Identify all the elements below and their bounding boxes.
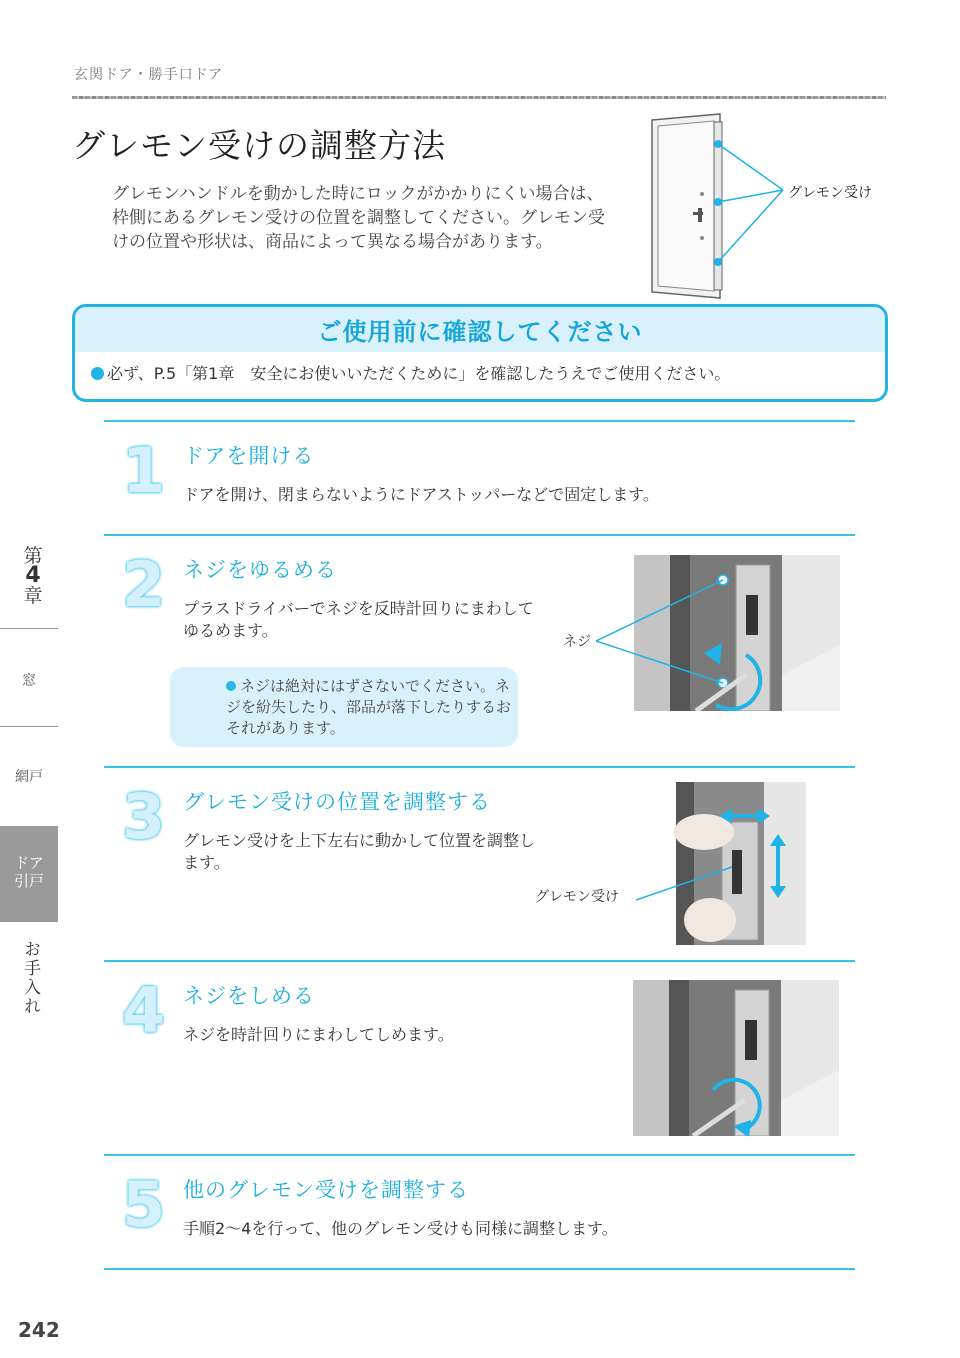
header-divider <box>72 96 886 99</box>
sidebar-item-maintenance[interactable]: お手入れ <box>20 940 40 1016</box>
chapter-suffix: 章 <box>23 585 43 607</box>
page-title: グレモン受けの調整方法 <box>72 126 446 165</box>
caution-text: 必ず、P.5「第1章 安全にお使いいただくために」を確認したうえでご使用ください。 <box>107 364 731 383</box>
header-category: 玄関ドア・勝手口ドア <box>74 67 224 83</box>
step-divider <box>104 420 855 422</box>
sidebar-divider <box>0 628 58 629</box>
step-title: ドアを開ける <box>183 444 315 468</box>
caution-body <box>75 352 885 384</box>
sidebar-item-door-label: ドア引戸 <box>14 854 45 890</box>
step-title: 他のグレモン受けを調整する <box>183 1178 469 1202</box>
bullet-dot-icon <box>226 681 236 691</box>
note-text: ネジは絶対にはずさないでください。ネジを紛失したり、部品が落下したりするおそれがあります。 <box>226 677 512 737</box>
caution-title: ご使用前に確認してください <box>317 318 643 346</box>
step-divider <box>104 1154 855 1156</box>
step-text: グレモン受けを上下左右に動かして位置を調整します。 <box>183 831 536 872</box>
step-title: グレモン受けの位置を調整する <box>183 790 491 814</box>
step-divider <box>104 960 855 962</box>
loosen-screw-photo <box>596 555 840 711</box>
chapter-tab[interactable] <box>18 546 48 606</box>
tighten-screw-photo <box>633 980 839 1136</box>
step-text: ドアを開け、閉まらないようにドアストッパーなどで固定します。 <box>183 485 660 504</box>
bullet-dot-icon <box>91 367 104 380</box>
step-number: 4 <box>122 974 166 1047</box>
adjust-position-photo <box>636 782 808 945</box>
intro-text: グレモンハンドルを動かした時にロックがかかりにくい場合は、枠側にあるグレモン受けの位置を調整してください。グレモン受けの位置や形状は、商品によって異なる場合があります。 <box>112 184 605 252</box>
step-divider <box>104 534 855 536</box>
strike-plate-label: グレモン受け <box>535 889 619 905</box>
sidebar-item-window[interactable]: 窓 <box>22 673 36 689</box>
step-divider <box>104 1268 855 1270</box>
sidebar-item-door-active[interactable] <box>0 826 58 922</box>
step-number: 2 <box>122 548 166 621</box>
step-text: ネジを時計回りにまわしてしめます。 <box>183 1025 454 1044</box>
step-text: 手順2〜4を行って、他のグレモン受けも同様に調整します。 <box>183 1219 618 1238</box>
door-illustration <box>648 112 798 302</box>
note <box>226 676 511 739</box>
sidebar-divider <box>0 726 58 727</box>
step-title: ネジをゆるめる <box>183 558 337 582</box>
step-number: 5 <box>122 1168 166 1241</box>
chapter-prefix: 第 <box>23 545 43 567</box>
chapter-number: 4 <box>25 563 41 588</box>
sidebar-item-screen[interactable]: 網戸 <box>15 769 43 785</box>
step-number: 1 <box>122 434 166 507</box>
caution-box <box>72 304 888 402</box>
step-divider <box>104 766 855 768</box>
step-text: プラスドライバーでネジを反時計回りにまわしてゆるめます。 <box>183 599 534 640</box>
step-title: ネジをしめる <box>183 984 315 1008</box>
page-number: 242 <box>18 1318 60 1342</box>
screw-label: ネジ <box>563 634 591 650</box>
caution-header <box>75 307 885 352</box>
door-callout-label: グレモン受け <box>788 185 872 201</box>
step-number: 3 <box>122 780 166 853</box>
